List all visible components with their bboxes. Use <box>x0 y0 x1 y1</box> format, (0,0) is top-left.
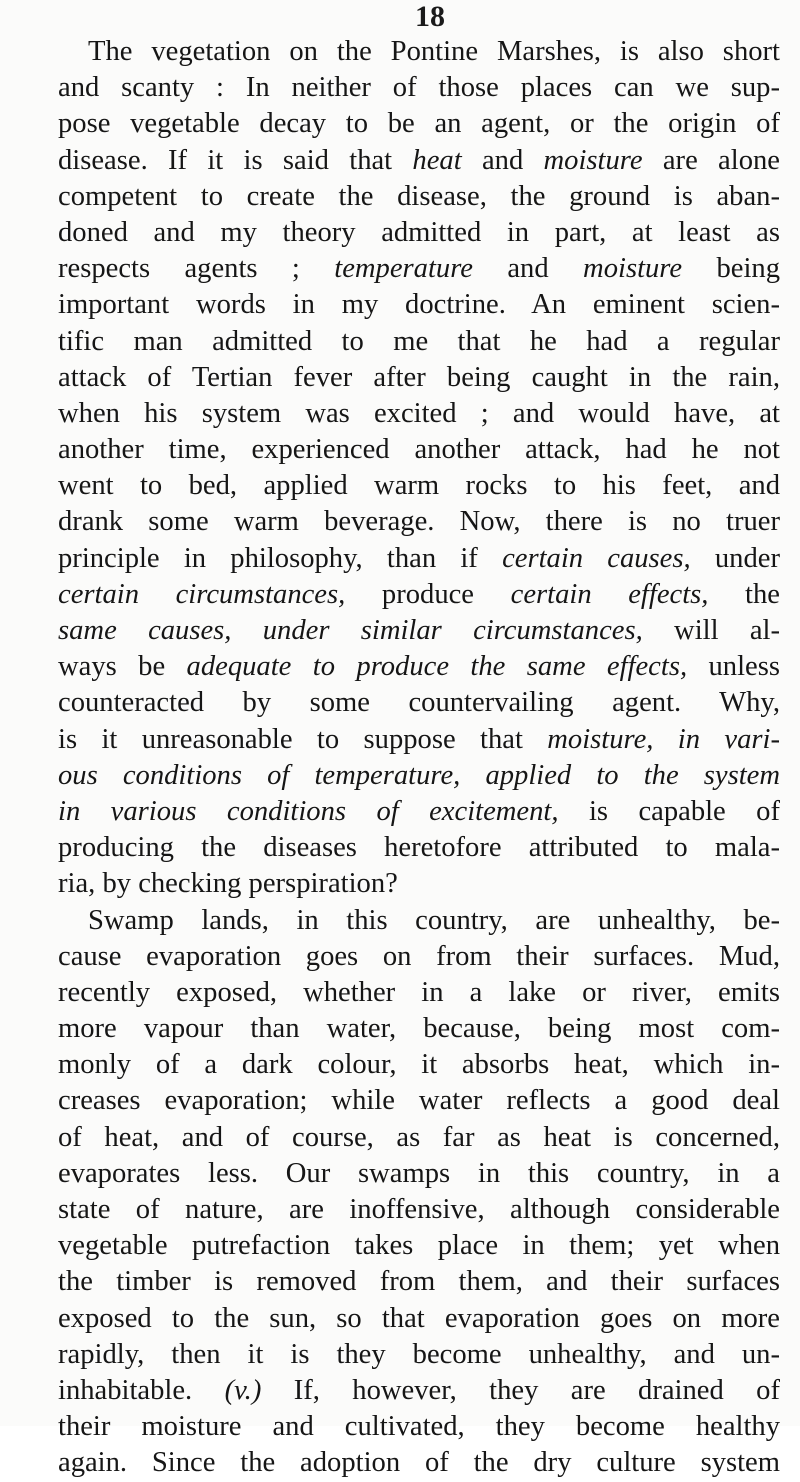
text-line <box>58 1337 780 1373</box>
text-line <box>58 1011 780 1047</box>
text-line <box>58 1192 780 1228</box>
text-line <box>58 468 780 504</box>
text-line <box>58 1156 780 1192</box>
text-run: another time, experienced another attack, had he not <box>58 434 780 466</box>
text-run: inhabitable. <box>58 1374 225 1406</box>
text-run: pose vegetable decay to be an agent, or the origin of <box>58 108 780 140</box>
text-run: went to bed, applied warm rocks to his feet, and <box>58 470 780 502</box>
text-line <box>58 1047 780 1083</box>
text-run: The vegetation on the Pontine Marshes, is also short <box>88 36 780 67</box>
text-line <box>58 722 780 758</box>
text-run: produce <box>345 578 511 610</box>
italic-run: moisture, in vari- <box>547 723 780 755</box>
text-line <box>58 975 780 1011</box>
text-run: their moisture and cultivated, they become healthy <box>58 1411 780 1443</box>
text-run: principle in philosophy, than if <box>58 542 503 574</box>
text-run: doned and my theory admitted in part, at least as <box>58 216 780 248</box>
text-line <box>58 1409 780 1445</box>
text-run: Swamp lands, in this country, are unhealthy, be- <box>88 904 780 936</box>
text-run: creases evaporation; while water reflects a good deal <box>58 1085 780 1117</box>
text-run: under <box>690 542 780 574</box>
text-run: respects agents ; <box>58 253 335 285</box>
text-line <box>58 903 780 939</box>
text-line <box>58 577 780 613</box>
page-number: 18 <box>415 0 445 33</box>
italic-run: adequate to produce the same effects, <box>186 651 688 683</box>
text-run: when his system was excited ; and would have, at <box>58 397 780 429</box>
text-line <box>58 179 780 215</box>
text-run: competent to create the disease, the ground is aban- <box>58 180 780 212</box>
text-run: counteracted by some countervailing agent. Why, <box>58 687 780 719</box>
text-run: drank some warm beverage. Now, there is no truer <box>58 506 780 538</box>
text-run: exposed to the sun, so that evaporation goes on more <box>58 1302 780 1334</box>
text-run: the timber is removed from them, and their surfaces <box>58 1266 780 1298</box>
text-line <box>58 70 780 106</box>
text-line <box>58 396 780 432</box>
text-run: state of nature, are inoffensive, although considerable <box>58 1194 780 1225</box>
text-run: more vapour than water, because, being most com- <box>58 1013 780 1045</box>
text-run: rapidly, then it is they become unhealthy, and un- <box>58 1338 780 1370</box>
text-run: is capable of <box>558 795 780 827</box>
text-run: and scanty : In neither of those places can we sup- <box>58 72 780 104</box>
text-line <box>58 866 780 902</box>
italic-run: moisture <box>543 144 643 176</box>
text-line <box>58 1264 780 1300</box>
body-text <box>58 34 780 1482</box>
text-line <box>58 939 780 975</box>
text-run: vegetable putrefaction takes place in them; yet when <box>58 1230 780 1262</box>
text-run: ria, by checking perspiration? <box>58 868 398 900</box>
text-run: are alone <box>642 144 780 176</box>
italic-run: ous conditions of temperature, applied to the system <box>58 759 780 791</box>
text-line <box>58 106 780 142</box>
text-line <box>58 324 780 360</box>
text-run: the <box>708 578 780 610</box>
text-line <box>58 251 780 287</box>
text-run: and <box>461 144 544 176</box>
italic-run: certain circumstances, <box>58 578 346 610</box>
text-run: attack of Tertian fever after being caught in the rain, <box>58 361 780 393</box>
text-run: cause evaporation goes on from their surfaces. Mud, <box>58 940 780 972</box>
text-run: being <box>682 253 780 285</box>
text-run: monly of a dark colour, it absorbs heat, which in- <box>58 1049 780 1081</box>
text-run: If, however, they are drained of <box>261 1374 780 1406</box>
text-run: disease. If it is said that <box>58 144 413 176</box>
text-line <box>58 830 780 866</box>
text-line <box>58 1301 780 1337</box>
text-run: is it unreasonable to suppose that <box>58 723 548 755</box>
text-line <box>58 504 780 540</box>
italic-run: heat <box>412 144 462 176</box>
text-line <box>58 34 780 70</box>
text-line <box>58 1228 780 1264</box>
text-line <box>58 360 780 396</box>
text-line <box>58 541 780 577</box>
italic-run: in various conditions of excitement, <box>58 795 559 827</box>
text-run: producing the diseases heretofore attributed to mala- <box>58 832 780 864</box>
text-line <box>58 1373 780 1409</box>
text-run: important words in my doctrine. An eminent scien- <box>58 289 780 321</box>
text-run: evaporates less. Our swamps in this country, in a <box>58 1157 780 1189</box>
text-line <box>58 613 780 649</box>
text-line <box>58 143 780 179</box>
text-line <box>58 649 780 685</box>
italic-run: (v.) <box>224 1374 262 1406</box>
italic-run: certain effects, <box>510 578 709 610</box>
text-run: ways be <box>58 651 187 683</box>
text-line <box>58 794 780 830</box>
text-line <box>58 758 780 794</box>
text-run: again. Since the adoption of the dry culture system <box>58 1447 780 1479</box>
text-run: of heat, and of course, as far as heat is concerned, <box>58 1121 780 1153</box>
text-line <box>58 685 780 721</box>
text-run: recently exposed, whether in a lake or river, emits <box>58 976 780 1008</box>
text-line <box>58 287 780 323</box>
text-line <box>58 432 780 468</box>
italic-run: certain causes, <box>502 542 691 574</box>
italic-run: same causes, under similar circumstances, <box>58 615 643 646</box>
italic-run: temperature <box>334 253 473 285</box>
text-run: and <box>472 253 584 285</box>
italic-run: moisture <box>583 253 683 285</box>
text-line <box>58 1083 780 1119</box>
text-run: tific man admitted to me that he had a regular <box>58 325 780 357</box>
text-line <box>58 1120 780 1156</box>
text-run: unless <box>687 651 780 683</box>
text-line <box>58 1445 780 1481</box>
text-run: will al- <box>642 615 780 646</box>
text-line <box>58 215 780 251</box>
